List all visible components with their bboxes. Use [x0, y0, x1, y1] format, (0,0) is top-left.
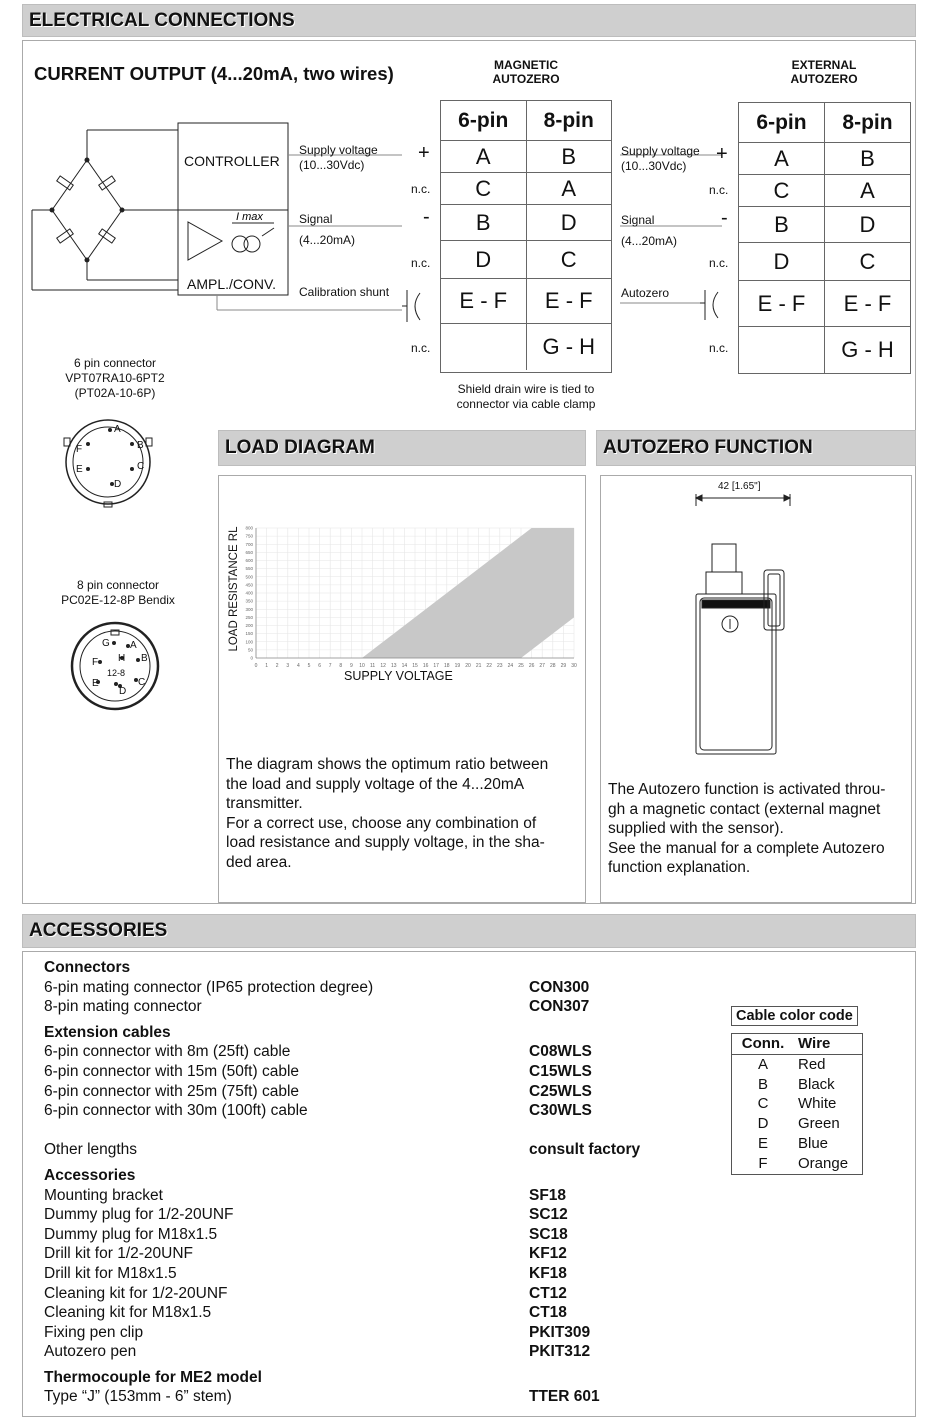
ext-cell: C: [739, 175, 825, 206]
section-header-accessories: ACCESSORIES: [22, 914, 916, 948]
ampl-label: AMPL./CONV.: [187, 276, 276, 292]
magnetic-pin-table: [440, 100, 612, 373]
ext-cell: A: [860, 177, 875, 203]
external-autozero-header: [768, 58, 880, 86]
signal-text: Signal: [299, 212, 333, 226]
connector8-pin-c: C: [138, 677, 146, 688]
load-chart-ylabel: LOAD RESISTANCE RL: [228, 526, 240, 652]
wiring-schematic: [22, 110, 442, 340]
minus-sign-left: -: [423, 206, 430, 228]
accessory-code: SC12: [529, 1206, 568, 1224]
accessory-description: Other lengths: [44, 1141, 138, 1159]
supply-range-text-right: (10...30Vdc): [621, 159, 687, 173]
load-text-line: transmitter.: [226, 795, 303, 812]
accessory-row: [44, 1186, 704, 1206]
accessory-category: Extension cables: [44, 1023, 171, 1041]
accessory-description: Fixing pen clip: [44, 1323, 144, 1341]
connector8-pin-a: A: [130, 640, 137, 651]
y-tick-label: 250: [245, 614, 253, 620]
accessory-category: Connectors: [44, 959, 131, 976]
cable-conn: A: [757, 1055, 768, 1073]
cable-conn: F: [758, 1154, 768, 1172]
accessory-row: [44, 1205, 704, 1225]
shield-note-line2: connector via cable clamp: [456, 397, 596, 411]
magnetic-8pin-header: 8-pin: [543, 108, 594, 132]
supply-voltage-label: [299, 143, 378, 173]
mag-cell: [441, 324, 527, 370]
ext-cell: D: [859, 211, 876, 237]
controller-label: CONTROLLER: [184, 153, 280, 169]
mag-cell: B: [561, 143, 577, 169]
connector6-line3: (PT02A-10-6P): [74, 386, 156, 400]
connector8-pin-d: D: [119, 686, 127, 697]
magnetic-header-line2: AUTOZERO: [492, 72, 560, 86]
signal-label-right: [621, 210, 677, 252]
minus-sign-right: -: [721, 207, 728, 229]
cable-wire: White: [798, 1095, 837, 1113]
cable-wire: Orange: [798, 1154, 849, 1172]
x-tick-label: 20: [465, 663, 471, 669]
accessory-code: CON300: [529, 978, 590, 996]
cable-conn: C: [757, 1095, 769, 1113]
x-tick-label: 27: [539, 663, 545, 669]
accessory-code: CON307: [529, 998, 590, 1016]
y-tick-label: 750: [245, 533, 253, 539]
x-tick-label: 21: [475, 663, 482, 669]
autozero-text-line: supplied with the sensor).: [608, 820, 784, 837]
connector8-pin-f: F: [92, 657, 99, 668]
mag-cell: A: [561, 175, 577, 201]
accessory-description: Dummy plug for 1/2-20UNF: [44, 1206, 234, 1224]
nc-left-1: n.c.: [411, 182, 431, 196]
connector8-line2: PC02E-12-8P Bendix: [61, 593, 175, 607]
nc-left-3: n.c.: [411, 341, 431, 355]
ext-cell: A: [739, 143, 825, 174]
accessory-row: [44, 1121, 704, 1141]
x-tick-label: 22: [486, 663, 492, 669]
connector6-line1: 6 pin connector: [73, 356, 157, 370]
accessory-category: Accessories: [44, 1166, 136, 1184]
mag-cell: E - F: [441, 279, 527, 323]
accessory-row: [44, 1082, 704, 1102]
x-tick-label: 12: [380, 663, 386, 669]
autozero-text-line: gh a magnetic contact (external magnet: [608, 800, 881, 818]
magnetic-6pin-header: 6-pin: [441, 101, 527, 140]
y-tick-label: 50: [247, 647, 253, 653]
autozero-description: [608, 780, 885, 878]
x-tick-label: 26: [528, 663, 535, 669]
load-text-line: ded area.: [226, 853, 292, 871]
connector6-pin-b: B: [137, 440, 144, 451]
ext-cell: E - F: [843, 290, 892, 316]
accessory-description: [44, 1121, 529, 1141]
accessory-code: CT18: [529, 1304, 567, 1322]
connector6-icon: [60, 414, 160, 510]
plus-sign-left: +: [418, 142, 430, 164]
accessory-category: Thermocouple for ME2 model: [44, 1368, 262, 1386]
x-tick-label: 23: [497, 663, 503, 669]
accessory-description: Type “J” (153mm - 6” stem): [44, 1388, 232, 1406]
load-text-line: For a correct use, choose any combination of: [226, 814, 537, 832]
cable-color-table: [731, 1033, 863, 1175]
y-tick-label: 350: [245, 598, 253, 604]
ext-cell: C: [859, 248, 876, 274]
y-tick-label: 150: [245, 631, 253, 637]
section-header-autozero: AUTOZERO FUNCTION: [596, 430, 916, 466]
accessory-row: [44, 1062, 704, 1082]
autozero-dimension: 42 [1.65"]: [718, 481, 761, 492]
external-6pin-header: 6-pin: [739, 103, 825, 142]
accessory-description: Cleaning kit for 1/2-20UNF: [44, 1284, 228, 1302]
accessory-row: [44, 1303, 704, 1323]
accessory-description: Drill kit for 1/2-20UNF: [44, 1245, 193, 1263]
connector8-center: 12-8: [107, 668, 126, 678]
x-tick-label: 8: [339, 663, 343, 669]
mag-cell: D: [560, 209, 577, 235]
x-tick-label: 17: [433, 663, 439, 669]
x-tick-label: 14: [401, 663, 408, 669]
autozero-text-line: See the manual for a complete Autozero: [608, 839, 885, 857]
imax-label: I max: [236, 211, 263, 223]
accessory-row: [44, 1387, 704, 1407]
connector8-pin-b: B: [141, 653, 148, 664]
connector8-pin-g: G: [102, 638, 110, 649]
y-tick-label: 300: [245, 606, 253, 612]
accessory-description: Dummy plug for M18x1.5: [44, 1225, 218, 1243]
y-tick-label: 650: [245, 549, 253, 555]
accessory-description: 8-pin mating connector: [44, 998, 202, 1016]
external-header-line1: EXTERNAL: [791, 58, 857, 72]
supply-text-right: Supply voltage: [621, 144, 700, 158]
connector6-pin-e: E: [76, 464, 83, 475]
autozero-text-line: The Autozero function is activated throu-: [608, 781, 886, 798]
autozero-device-drawing: [680, 488, 800, 768]
shield-note: [440, 382, 612, 412]
magnetic-header-line1: MAGNETIC: [494, 58, 558, 72]
x-tick-label: 2: [275, 663, 279, 669]
accessory-code: TTER 601: [529, 1388, 600, 1406]
nc-left-2: n.c.: [411, 256, 431, 270]
x-tick-label: 29: [560, 663, 567, 669]
accessory-row: [44, 1323, 704, 1343]
y-tick-label: 0: [250, 655, 253, 661]
cable-wire: Green: [798, 1115, 840, 1133]
connector6-line2: VPT07RA10-6PT2: [65, 371, 165, 385]
accessory-description: 6-pin connector with 8m (25ft) cable: [44, 1043, 291, 1061]
nc-right-1: n.c.: [709, 183, 729, 197]
signal-range-text-right: (4...20mA): [621, 234, 678, 248]
external-8pin-header: 8-pin: [842, 110, 893, 134]
x-tick-label: 19: [454, 663, 461, 669]
x-tick-label: 10: [359, 663, 365, 669]
accessory-code: CT12: [529, 1284, 567, 1302]
accessory-code: PKIT309: [529, 1323, 591, 1341]
x-tick-label: 4: [297, 663, 300, 669]
load-description: [226, 755, 548, 872]
ext-cell: E - F: [739, 281, 825, 326]
mag-cell: B: [441, 205, 527, 240]
accessory-code: SC18: [529, 1225, 568, 1243]
shield-note-line1: Shield drain wire is tied to: [457, 382, 595, 396]
mag-cell: A: [441, 141, 527, 172]
signal-text-right: Signal: [621, 213, 655, 227]
x-tick-label: 18: [444, 663, 450, 669]
cable-conn: B: [757, 1075, 768, 1093]
plus-sign-right: +: [716, 143, 728, 165]
accessory-row: [44, 997, 704, 1017]
accessory-description: Autozero pen: [44, 1343, 137, 1361]
x-tick-label: 30: [571, 663, 577, 669]
accessory-code: KF12: [529, 1245, 567, 1263]
external-header-line2: AUTOZERO: [790, 72, 858, 86]
y-tick-label: 550: [245, 566, 253, 572]
cable-conn: E: [757, 1134, 768, 1152]
accessory-row: [44, 1101, 704, 1121]
connector8-pin-e: E: [92, 678, 99, 689]
ext-cell: G - H: [841, 337, 894, 362]
current-output-title: CURRENT OUTPUT (4...20mA, two wires): [34, 63, 394, 84]
signal-range-text: (4...20mA): [299, 233, 356, 247]
connector6-caption: [30, 356, 200, 401]
mag-cell: C: [441, 173, 527, 204]
autozero-label-right: Autozero: [621, 286, 670, 300]
x-tick-label: 0: [254, 663, 258, 669]
ext-cell: B: [739, 207, 825, 242]
load-text-line: load resistance and supply voltage, in the sha-: [226, 834, 545, 851]
mag-cell: G - H: [542, 334, 596, 359]
y-tick-label: 200: [245, 623, 253, 628]
ext-cell: D: [739, 243, 825, 280]
x-tick-label: 28: [550, 663, 556, 669]
accessory-code: C08WLS: [529, 1043, 592, 1061]
x-tick-label: 6: [318, 663, 321, 669]
accessory-code: C30WLS: [529, 1102, 592, 1120]
mag-cell: E - F: [544, 288, 593, 313]
external-pin-table: [738, 102, 911, 374]
supply-voltage-label-right: [621, 144, 700, 174]
accessory-code: SF18: [529, 1186, 567, 1204]
supply-text: Supply voltage: [299, 143, 378, 157]
accessory-description: Mounting bracket: [44, 1186, 163, 1204]
section-header-load: LOAD DIAGRAM: [218, 430, 586, 466]
accessory-description: 6-pin mating connector (IP65 protection degree): [44, 978, 374, 996]
mag-cell: D: [441, 241, 527, 278]
x-tick-label: 9: [350, 663, 353, 669]
cable-wire: Black: [798, 1075, 835, 1093]
x-tick-label: 3: [286, 663, 290, 669]
y-tick-label: 500: [245, 574, 253, 580]
load-text-line: the load and supply voltage of the 4...20mA: [226, 775, 525, 793]
load-chart-xlabel: SUPPLY VOLTAGE: [344, 669, 453, 683]
y-tick-label: 100: [245, 639, 253, 645]
x-tick-label: 5: [307, 663, 311, 669]
y-tick-label: 800: [245, 525, 253, 531]
accessory-code: consult factory: [529, 1141, 641, 1159]
accessories-list: [44, 958, 704, 1407]
accessory-description: Cleaning kit for M18x1.5: [44, 1304, 212, 1322]
connector8-pin-h: H: [118, 653, 126, 664]
connector6-pin-c: C: [137, 461, 145, 472]
magnetic-autozero-header: [470, 58, 582, 86]
connector8-line1: 8 pin connector: [76, 578, 160, 592]
nc-right-3: n.c.: [709, 341, 729, 355]
connector6-pin-f: F: [76, 444, 83, 455]
cable-wire: Blue: [798, 1134, 829, 1152]
x-tick-label: 16: [422, 663, 429, 669]
x-tick-label: 25: [518, 663, 524, 669]
cable-color-header-conn: Conn.: [741, 1035, 785, 1052]
calibration-shunt-label: Calibration shunt: [299, 285, 390, 299]
accessory-description: 6-pin connector with 15m (50ft) cable: [44, 1062, 300, 1080]
accessory-code: C15WLS: [529, 1062, 592, 1080]
signal-label: [299, 209, 355, 251]
accessory-row: [44, 1042, 704, 1062]
accessory-row: [44, 978, 704, 998]
accessory-description: 6-pin connector with 30m (100ft) cable: [44, 1102, 308, 1120]
supply-range-text: (10...30Vdc): [299, 158, 365, 172]
x-tick-label: 11: [369, 663, 376, 669]
x-tick-label: 15: [412, 663, 418, 669]
autozero-text-line: function explanation.: [608, 859, 751, 876]
connector6-pin-d: D: [114, 479, 122, 490]
ext-cell: B: [860, 145, 875, 171]
connector8-caption: [30, 578, 206, 608]
load-text-line: The diagram shows the optimum ratio between: [226, 756, 549, 773]
y-tick-label: 700: [245, 541, 253, 547]
accessory-code: C25WLS: [529, 1082, 592, 1100]
x-tick-label: 1: [265, 663, 268, 669]
nc-right-2: n.c.: [709, 256, 729, 270]
section-header-electrical: ELECTRICAL CONNECTIONS: [22, 4, 916, 37]
y-tick-label: 400: [245, 590, 253, 596]
y-tick-label: 450: [245, 582, 253, 588]
cable-color-header-wire: Wire: [798, 1035, 831, 1052]
cable-color-title: Cable color code: [731, 1006, 858, 1026]
accessory-code: KF18: [529, 1264, 567, 1282]
accessory-row: [44, 1284, 704, 1304]
ext-cell: [739, 327, 825, 373]
connector8-icon: [70, 620, 160, 712]
accessory-row: [44, 1264, 704, 1284]
connector6-pin-a: A: [114, 424, 121, 435]
load-chart: [226, 520, 576, 690]
accessory-row: [44, 1244, 704, 1264]
accessory-row: [44, 1342, 704, 1362]
y-tick-label: 600: [245, 558, 253, 563]
accessory-row: [44, 1225, 704, 1245]
accessory-row: [44, 1140, 704, 1160]
x-tick-label: 13: [391, 663, 397, 669]
accessory-description: Drill kit for M18x1.5: [44, 1264, 177, 1282]
x-tick-label: 7: [328, 663, 332, 669]
accessory-description: 6-pin connector with 25m (75ft) cable: [44, 1082, 300, 1100]
cable-wire: Red: [798, 1055, 826, 1073]
mag-cell: C: [560, 246, 577, 272]
cable-conn: D: [757, 1115, 769, 1133]
x-tick-label: 24: [507, 663, 514, 669]
accessory-code: PKIT312: [529, 1343, 591, 1361]
